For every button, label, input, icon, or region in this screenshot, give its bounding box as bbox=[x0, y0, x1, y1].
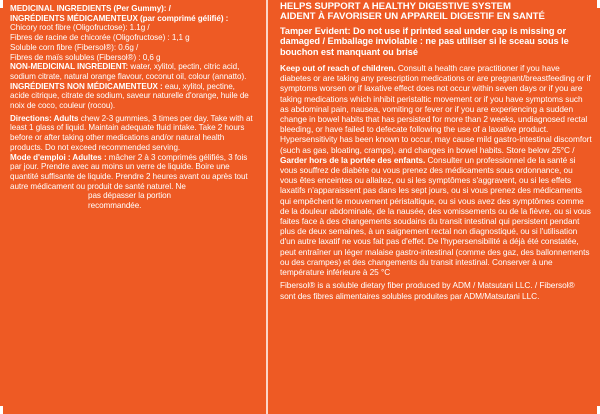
column-divider bbox=[266, 0, 268, 414]
medicinal-ingredient-line: Soluble corn fibre (Fibersol®): 0.6g / bbox=[10, 42, 139, 52]
tamper-evident-notice: Tamper Evident: Do not use if printed seal under cap is missing or damaged / Emballage inviolable : ne pas utiliser si le sceau sous le bouchon est manquant ou brisé bbox=[280, 25, 569, 57]
non-medicinal-text-en: water, xylitol, pectin, citric acid, sodium citrate, natural orange flavour, coconut oil, colour (annatto). bbox=[10, 62, 247, 81]
medicinal-ingredient-line: Chicory root fibre (Oligofructose): 1.1g / bbox=[10, 23, 150, 33]
directions-label-fr: Mode d'emploi : Adultes : bbox=[10, 152, 107, 162]
medicinal-ingredient-line: Fibres de racine de chicorée (Oligofructose) : 1,1 g bbox=[10, 33, 190, 43]
directions-text-fr: mâcher 2 à 3 comprimés gélifiés, 3 fois par jour. Prendre avec au moins un verre de liquide. Boire une quantité suffisante de liquide. Prendre 2 heures avant ou après tout autre médicament ou produit de santé naturel. Ne bbox=[10, 152, 248, 191]
directions-label-en: Directions: Adults bbox=[10, 113, 79, 123]
medicinal-ingredients-heading-en: MEDICINAL INGREDIENTS (Per Gummy): / bbox=[10, 4, 171, 13]
directions-text-en: chew 2-3 gummies, 3 times per day. Take with at least 1 glass of liquid. Maintain adequate fluid intake. Take 2 hours before or after taking other medications and/or natural health products. Do not exceed recommended serving. bbox=[10, 113, 253, 152]
directions-fr bbox=[10, 153, 255, 192]
fibersol-note: Fibersol® is a soluble dietary fiber produced by ADM / Matsutani LLC. / Fibersol® sont des fibres alimentaires solubles produites par ADM/Matsutani LLC. bbox=[280, 280, 575, 301]
non-medicinal-ingredients-en bbox=[10, 62, 255, 81]
warnings-en: Consult a health care practitioner if you have diabetes or are taking any prescription medications or are pregnant/breastfeeding or if symptoms worsen or if laxative effect does not occur within seven days or if you are taking medications which inhibit peristaltic movement or if you have symptoms such as abdominal pain, nausea, vomiting or fever or if you are experiencing a sudden change in bowel habits that has persisted for more than 2 weeks, undiagnosed rectal bleeding, or have failed to defecate following the use of a laxative product. Hypersensitivity has been known to occur, may cause mild gastro-intestinal discomfort (such as gas, bloating, cramps), and changes in bowel habits. Store below 25°C / bbox=[280, 63, 592, 155]
warnings-fr: Consulter un professionnel de la santé si vous souffrez de diabète ou vous prenez des médicaments sous ordonnance, ou vous êtes enceintes ou allaitez, ou si les symptômes s'aggravent, ou si les effets laxatifs n'apparaissent pas dans les sept jours, ou si vous prenez des médicaments qui empêchent le mouvement péristaltique, ou si vous avez des symptômes comme de la douleur abdominale, de la nausée, des vomissements ou de la fièvre, ou si vous faites face à des changements soudains du transit intestinal qui persistent pendant plus de deux semaines, à un saignement rectal non diagnostiqué, ou si l'utilisation d'un autre laxatif ne vous fait pas d'effet. De l'hypersensibilité a déjà été constatée, peut entraîner un léger malaise gastro-intestinal (comme des gaz, des ballonnements ou des crampes) et des changements du transit intestinal. Conserver à une température inférieure à 25 °C bbox=[280, 154, 591, 278]
claims-warnings-column bbox=[271, 0, 600, 414]
medicinal-ingredient-line: Fibres de maïs solubles (Fibersol®) : 0,6 g bbox=[10, 52, 161, 62]
warnings-text bbox=[280, 63, 592, 277]
claim-heading-en: HELPS SUPPORT A HEALTHY DIGESTIVE SYSTEM bbox=[280, 1, 511, 12]
medicinal-ingredients-heading-fr: INGRÉDIENTS MÉDICAMENTEUX (par comprimé gélifié) : bbox=[10, 13, 229, 23]
ingredients-directions-column bbox=[0, 0, 263, 414]
non-medicinal-label-en: NON-MEDICINAL INGREDIENT: bbox=[10, 62, 129, 72]
directions-en bbox=[10, 114, 255, 153]
directions-end-fr: pas dépasser la portion recommandée. bbox=[88, 191, 171, 211]
keep-out-of-reach-label-fr: Garder hors de la portée des enfants. bbox=[280, 154, 426, 165]
claim-heading-fr: AIDENT À FAVORISER UN APPAREIL DIGESTIF EN SANTÉ bbox=[280, 11, 545, 23]
non-medicinal-text-fr: eau, xylitol, pectine, acide citrique, citrate de sodium, saveur naturelle d'orange, huile de noix de coco, couleur (rocou). bbox=[10, 81, 249, 111]
keep-out-of-reach-label: Keep out of reach of children. bbox=[280, 63, 396, 74]
non-medicinal-ingredients-fr bbox=[10, 82, 255, 111]
non-medicinal-label-fr: INGRÉDIENTS NON MÉDICAMENTEUX : bbox=[10, 81, 163, 91]
